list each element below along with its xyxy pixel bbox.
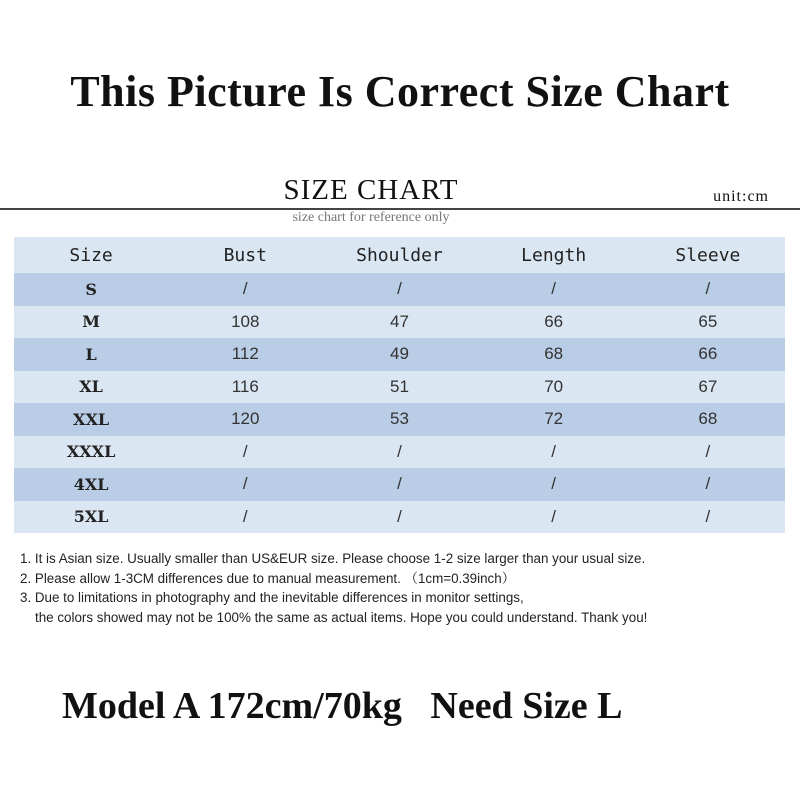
column-header: Shoulder	[356, 244, 443, 266]
size-cell: 5XL	[73, 507, 109, 527]
column-header: Size	[69, 244, 113, 266]
bust-cell: /	[242, 506, 248, 526]
bust-cell: 120	[231, 409, 260, 429]
sleeve-cell: /	[705, 506, 711, 526]
column-header: Sleeve	[675, 244, 741, 266]
size-cell: L	[85, 344, 97, 364]
column-header: Bust	[223, 244, 267, 266]
note-line: 3. Due to limitations in photography and the inevitable differences in monitor settings,	[20, 590, 524, 605]
unit-label: unit:cm	[713, 188, 769, 205]
length-cell: /	[551, 474, 557, 494]
bust-cell: /	[242, 474, 248, 494]
note-line: 1. It is Asian size. Usually smaller than US&EUR size. Please choose 1-2 size larger than your usual size.	[20, 551, 646, 566]
length-cell: 72	[544, 409, 564, 429]
table-row	[14, 403, 785, 436]
shoulder-cell: 47	[390, 311, 409, 331]
shoulder-cell: 49	[390, 344, 409, 364]
size-cell: M	[82, 312, 100, 332]
sleeve-cell: /	[705, 441, 711, 461]
table-header-row	[14, 237, 785, 273]
size-cell: XL	[79, 377, 103, 397]
sleeve-cell: 68	[698, 409, 718, 429]
shoulder-cell: /	[397, 279, 402, 299]
table-row	[14, 468, 785, 501]
table-row	[14, 273, 785, 306]
shoulder-cell: /	[397, 474, 402, 494]
sleeve-cell: 67	[698, 376, 718, 396]
column-header: Length	[521, 244, 587, 266]
table-row	[14, 436, 785, 469]
table-row	[14, 501, 785, 534]
sleeve-cell: 66	[698, 344, 718, 364]
note-line: 2. Please allow 1-3CM differences due to manual measurement. （1cm=0.39inch）	[20, 570, 516, 586]
size-chart-title: SIZE CHART	[283, 174, 459, 206]
table-row	[14, 338, 785, 371]
size-cell: S	[85, 279, 97, 299]
bust-cell: /	[242, 441, 248, 461]
table-row	[14, 371, 785, 404]
bust-cell: 108	[231, 311, 260, 331]
size-table	[14, 237, 785, 533]
sleeve-cell: /	[705, 279, 711, 299]
bust-cell: /	[242, 279, 248, 299]
bust-cell: 112	[231, 344, 259, 364]
size-chart-subtitle: size chart for reference only	[292, 210, 450, 225]
length-cell: 70	[544, 376, 564, 396]
shoulder-cell: /	[397, 506, 402, 526]
length-cell: 66	[544, 311, 564, 331]
length-cell: /	[551, 441, 557, 461]
shoulder-cell: 51	[390, 376, 409, 396]
table-row	[14, 306, 785, 339]
shoulder-cell: 53	[390, 409, 409, 429]
page-headline: This Picture Is Correct Size Chart	[70, 67, 730, 116]
length-cell: /	[551, 279, 557, 299]
sleeve-cell: 65	[698, 311, 718, 331]
size-notes	[20, 549, 790, 627]
size-cell: 4XL	[73, 474, 109, 494]
sleeve-cell: /	[705, 474, 711, 494]
length-cell: 68	[544, 344, 564, 364]
model-size-line: Model A 172cm/70kg Need Size L	[62, 685, 623, 727]
shoulder-cell: /	[397, 441, 402, 461]
note-line: the colors showed may not be 100% the same as actual items. Hope you could understand. Thank you!	[35, 609, 648, 625]
size-cell: XXL	[73, 409, 110, 429]
bust-cell: 116	[231, 376, 259, 396]
length-cell: /	[551, 506, 557, 526]
size-cell: XXXL	[66, 442, 116, 462]
